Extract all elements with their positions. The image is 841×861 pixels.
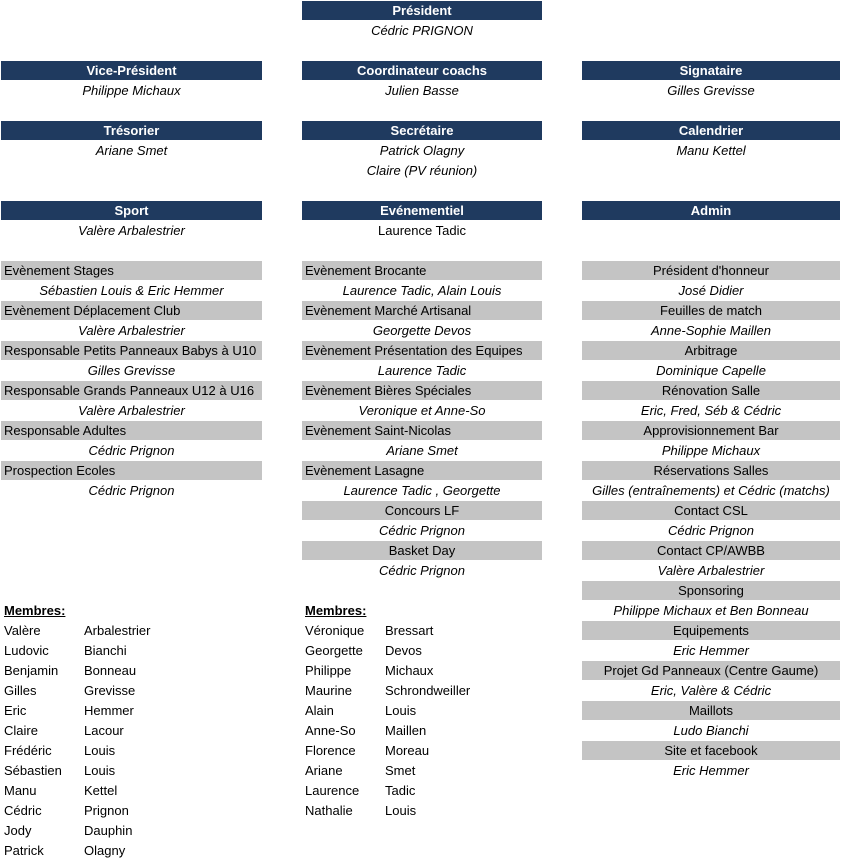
members2-last-4: Louis: [385, 703, 417, 718]
members2-first-2: Philippe: [305, 663, 352, 678]
row1-name-2-0: Gilles Grevisse: [667, 83, 755, 98]
admin-person-0: José Didier: [678, 283, 744, 298]
row1-name-0-0: Philippe Michaux: [82, 83, 181, 98]
admin-person-1: Anne-Sophie Maillen: [651, 323, 771, 338]
row1-title-0: Vice-Président: [1, 61, 262, 80]
admin-person-9: Eric Hemmer: [673, 643, 749, 658]
members1-first-11: Patrick: [4, 843, 44, 858]
members2-first-8: Laurence: [305, 783, 360, 798]
sport-task-5: Prospection Ecoles: [1, 461, 262, 480]
members1-last-1: Bianchi: [84, 643, 127, 658]
row1-title-2: Signataire: [582, 61, 840, 80]
members2-first-7: Ariane: [305, 763, 343, 778]
row2-name-1-1: Claire (PV réunion): [366, 163, 478, 178]
sport-task-1: Evènement Déplacement Club: [1, 301, 262, 320]
members2-last-5: Maillen: [385, 723, 427, 738]
admin-task-8: Sponsoring: [582, 581, 840, 600]
members1-last-11: Olagny: [84, 843, 126, 858]
event-person-7: Cédric Prignon: [379, 563, 465, 578]
event-person-1: Georgette Devos: [372, 323, 472, 338]
members2-title: Membres:: [305, 603, 367, 618]
members2-first-4: Alain: [305, 703, 334, 718]
event-person-4: Ariane Smet: [386, 443, 458, 458]
admin-task-5: Réservations Salles: [582, 461, 840, 480]
sport-person-1: Valère Arbalestrier: [78, 323, 185, 338]
admin-task-0: Président d'honneur: [582, 261, 840, 280]
admin-person-4: Philippe Michaux: [661, 443, 761, 458]
members1-first-2: Benjamin: [4, 663, 59, 678]
admin-person-7: Valère Arbalestrier: [657, 563, 765, 578]
admin-person-10: Eric, Valère & Cédric: [650, 683, 772, 698]
members2-last-7: Smet: [385, 763, 416, 778]
members1-last-7: Louis: [84, 763, 116, 778]
sport-person-3: Valère Arbalestrier: [78, 403, 185, 418]
sport-task-3: Responsable Grands Panneaux U12 à U16: [1, 381, 262, 400]
members1-last-2: Bonneau: [84, 663, 137, 678]
event-task-1: Evènement Marché Artisanal: [302, 301, 542, 320]
members2-last-9: Louis: [385, 803, 417, 818]
sport-person-2: Gilles Grevisse: [87, 363, 176, 378]
members1-last-10: Dauphin: [84, 823, 133, 838]
members1-first-10: Jody: [4, 823, 32, 838]
event-task-5: Evènement Lasagne: [302, 461, 542, 480]
section-title-0: Sport: [1, 201, 262, 220]
section-lead-1: Laurence Tadic: [378, 223, 466, 238]
members2-last-6: Moreau: [385, 743, 430, 758]
admin-person-6: Cédric Prignon: [668, 523, 754, 538]
admin-task-10: Projet Gd Panneaux (Centre Gaume): [582, 661, 840, 680]
event-person-0: Laurence Tadic, Alain Louis: [342, 283, 502, 298]
members1-first-3: Gilles: [4, 683, 37, 698]
admin-task-6: Contact CSL: [582, 501, 840, 520]
row1-title-1: Coordinateur coachs: [302, 61, 542, 80]
members1-first-7: Sébastien: [4, 763, 62, 778]
president-title: Président: [302, 1, 542, 20]
sport-task-2: Responsable Petits Panneaux Babys à U10: [1, 341, 262, 360]
admin-task-1: Feuilles de match: [582, 301, 840, 320]
admin-task-9: Equipements: [582, 621, 840, 640]
members2-first-9: Nathalie: [305, 803, 353, 818]
members2-last-3: Schrondweiller: [385, 683, 471, 698]
admin-person-2: Dominique Capelle: [656, 363, 766, 378]
admin-person-12: Eric Hemmer: [673, 763, 749, 778]
event-task-6: Concours LF: [302, 501, 542, 520]
members1-first-8: Manu: [4, 783, 37, 798]
members2-last-8: Tadic: [385, 783, 416, 798]
section-lead-0: Valère Arbalestrier: [78, 223, 185, 238]
row2-title-0: Trésorier: [1, 121, 262, 140]
members2-first-1: Georgette: [305, 643, 363, 658]
admin-person-8: Philippe Michaux et Ben Bonneau: [613, 603, 809, 618]
members2-last-1: Devos: [385, 643, 422, 658]
admin-task-2: Arbitrage: [582, 341, 840, 360]
section-title-1: Evénementiel: [302, 201, 542, 220]
event-task-0: Evènement Brocante: [302, 261, 542, 280]
members2-last-2: Michaux: [385, 663, 434, 678]
event-task-7: Basket Day: [302, 541, 542, 560]
row2-title-2: Calendrier: [582, 121, 840, 140]
members2-first-5: Anne-So: [305, 723, 356, 738]
members1-first-4: Eric: [4, 703, 27, 718]
members1-last-4: Hemmer: [84, 703, 134, 718]
members1-first-0: Valère: [4, 623, 41, 638]
members1-last-9: Prignon: [84, 803, 129, 818]
admin-task-12: Site et facebook: [582, 741, 840, 760]
admin-person-11: Ludo Bianchi: [673, 723, 749, 738]
sport-person-4: Cédric Prignon: [88, 443, 175, 458]
members1-last-8: Kettel: [84, 783, 118, 798]
sport-person-5: Cédric Prignon: [88, 483, 175, 498]
sport-task-4: Responsable Adultes: [1, 421, 262, 440]
members1-first-9: Cédric: [4, 803, 42, 818]
admin-person-3: Eric, Fred, Séb & Cédric: [640, 403, 782, 418]
row2-name-1-0: Patrick Olagny: [379, 143, 465, 158]
event-task-2: Evènement Présentation des Equipes: [302, 341, 542, 360]
members2-last-0: Bressart: [385, 623, 434, 638]
event-task-3: Evènement Bières Spéciales: [302, 381, 542, 400]
members1-last-5: Lacour: [84, 723, 124, 738]
row2-name-0-0: Ariane Smet: [95, 143, 168, 158]
president-name: Cédric PRIGNON: [371, 23, 473, 38]
members1-first-1: Ludovic: [4, 643, 49, 658]
members1-last-0: Arbalestrier: [84, 623, 151, 638]
members1-first-6: Frédéric: [4, 743, 52, 758]
event-person-2: Laurence Tadic: [377, 363, 467, 378]
admin-task-7: Contact CP/AWBB: [582, 541, 840, 560]
members1-last-6: Louis: [84, 743, 116, 758]
admin-task-4: Approvisionnement Bar: [582, 421, 840, 440]
section-title-2: Admin: [582, 201, 840, 220]
members1-last-3: Grevisse: [84, 683, 136, 698]
admin-person-5: Gilles (entraînements) et Cédric (matchs): [592, 483, 830, 498]
members2-first-6: Florence: [305, 743, 356, 758]
row2-title-1: Secrétaire: [302, 121, 542, 140]
members1-first-5: Claire: [4, 723, 38, 738]
members1-title: Membres:: [4, 603, 66, 618]
row1-name-1-0: Julien Basse: [385, 83, 459, 98]
sport-person-0: Sébastien Louis & Eric Hemmer: [39, 283, 224, 298]
admin-task-3: Rénovation Salle: [582, 381, 840, 400]
members2-first-0: Véronique: [305, 623, 365, 638]
event-task-4: Evènement Saint-Nicolas: [302, 421, 542, 440]
event-person-6: Cédric Prignon: [379, 523, 465, 538]
members2-first-3: Maurine: [305, 683, 352, 698]
admin-task-11: Maillots: [582, 701, 840, 720]
row2-name-2-0: Manu Kettel: [676, 143, 746, 158]
event-person-3: Veronique et Anne-So: [358, 403, 486, 418]
event-person-5: Laurence Tadic , Georgette: [343, 483, 501, 498]
sport-task-0: Evènement Stages: [1, 261, 262, 280]
